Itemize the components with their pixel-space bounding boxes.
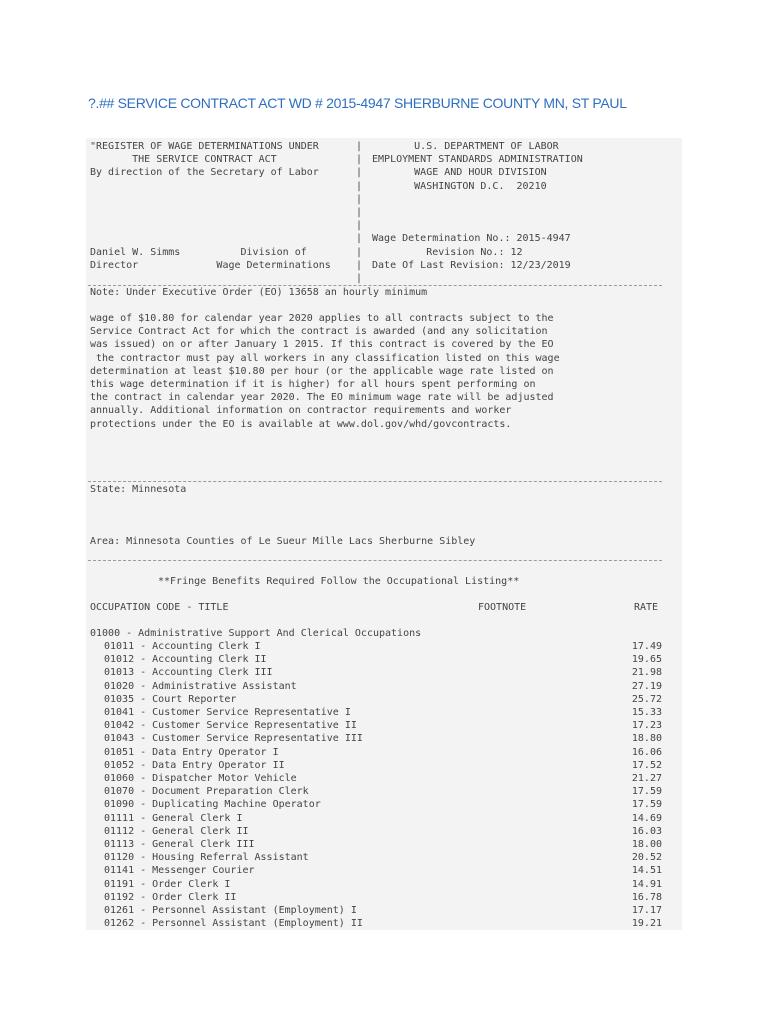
- note-paragraph-line: this wage determination if it is higher) for all hours spent performing on: [90, 379, 536, 390]
- column-header-footnote: FOOTNOTE: [478, 602, 527, 613]
- header-divider-bar: |: [356, 167, 363, 179]
- occupation-title: 01090 - Duplicating Machine Operator: [104, 799, 321, 811]
- header-left-line: By direction of the Secretary of Labor: [90, 167, 319, 179]
- occupation-rate: 21.98: [631, 667, 662, 679]
- header-left-line: Daniel W. Simms Division of: [90, 246, 307, 258]
- occupation-row: [90, 918, 662, 931]
- header-divider-bar: |: [356, 259, 363, 271]
- occupation-title: 01052 - Data Entry Operator II: [104, 759, 285, 771]
- header-divider-bar: |: [356, 207, 363, 218]
- occupation-row: [90, 720, 662, 733]
- occupation-row: [90, 852, 662, 865]
- note-paragraph-line: determination at least $10.80 per hour (or the applicable wage rate listed on: [90, 365, 554, 377]
- column-header-rate: RATE: [634, 602, 659, 613]
- note-paragraph-line: was issued) on or after January 1 2015. If this contract is covered by the EO: [90, 339, 554, 351]
- occupation-title: 01020 - Administrative Assistant: [104, 680, 297, 692]
- occupation-rate: 14.51: [631, 865, 662, 877]
- header-divider-bar: |: [356, 273, 363, 284]
- occupation-title: 01070 - Document Preparation Clerk: [104, 786, 309, 798]
- area-separator: [88, 560, 662, 561]
- header-divider-bar: |: [356, 141, 363, 152]
- occupation-title: 01113 - General Clerk III: [104, 839, 255, 850]
- occupation-title: 01262 - Personnel Assistant (Employment) II: [104, 918, 363, 930]
- note-paragraph-line: Service Contract Act for which the contract is awarded (and any solicitation: [90, 326, 548, 338]
- occupation-row: [90, 839, 662, 852]
- occupation-rate: 19.65: [631, 654, 662, 666]
- occupation-title: 01051 - Data Entry Operator I: [104, 746, 279, 758]
- occupation-title: 01112 - General Clerk II: [104, 825, 249, 837]
- occupation-title: 01043 - Customer Service Representative III: [104, 733, 363, 745]
- state-label: State: Minnesota: [90, 484, 187, 495]
- occupation-rate: 15.33: [631, 707, 662, 718]
- note-line: Note: Under Executive Order (EO) 13658 an hourly minimum: [90, 287, 428, 298]
- header-divider-bar: |: [356, 193, 363, 205]
- note-paragraph-line: the contract in calendar year 2020. The EO minimum wage rate will be adjusted: [90, 392, 554, 404]
- column-header-code-title: OCCUPATION CODE - TITLE: [90, 602, 229, 613]
- header-divider-bar: |: [356, 233, 363, 245]
- occupation-rate: 14.69: [631, 812, 662, 824]
- occupation-title: 01111 - General Clerk I: [104, 812, 243, 824]
- occupation-rate: 18.00: [631, 839, 662, 850]
- occupation-title: 01041 - Customer Service Representative I: [104, 707, 351, 718]
- occupation-title: 01042 - Customer Service Representative II: [104, 720, 357, 732]
- occupation-rate: 17.59: [631, 799, 662, 811]
- occupation-group-heading: 01000 - Administrative Support And Clerical Occupations: [90, 628, 422, 639]
- occupation-rate: 16.78: [631, 891, 662, 903]
- occupation-title: 01035 - Court Reporter: [104, 693, 237, 705]
- occupation-rate: 17.17: [631, 905, 662, 916]
- occupation-row: [90, 733, 662, 746]
- occupation-row: [90, 654, 662, 667]
- header-divider-bar: |: [356, 220, 363, 232]
- header-left-line: THE SERVICE CONTRACT ACT: [90, 154, 277, 166]
- occupation-rate: 14.91: [631, 878, 662, 890]
- occupation-title: 01120 - Housing Referral Assistant: [104, 852, 309, 864]
- occupation-row: [90, 826, 662, 839]
- header-right-line: WAGE AND HOUR DIVISION: [366, 167, 547, 179]
- occupation-rate: 18.80: [631, 733, 662, 745]
- occupation-row: [90, 865, 662, 878]
- occupation-row: [90, 905, 662, 918]
- area-label: Area: Minnesota Counties of Le Sueur Mille Lacs Sherburne Sibley: [90, 536, 476, 547]
- occupation-row: [90, 892, 662, 905]
- occupation-row: [90, 681, 662, 694]
- occupation-row: [90, 760, 662, 773]
- occupation-row: [90, 799, 662, 812]
- header-right-line: WASHINGTON D.C. 20210: [366, 180, 547, 192]
- note-paragraph-line: annually. Additional information on contractor requirements and worker: [90, 405, 512, 417]
- header-right-line: EMPLOYMENT STANDARDS ADMINISTRATION: [366, 154, 583, 166]
- occupation-row: [90, 786, 662, 799]
- occupation-row: [90, 667, 662, 680]
- occupation-title: 01012 - Accounting Clerk II: [104, 654, 267, 666]
- occupation-rate: 16.06: [631, 746, 662, 758]
- occupation-title: 01011 - Accounting Clerk I: [104, 641, 261, 652]
- occupation-rate: 16.03: [631, 825, 662, 837]
- occupation-row: [90, 694, 662, 707]
- fringe-note: **Fringe Benefits Required Follow the Occupational Listing**: [158, 576, 520, 587]
- header-divider-bar: |: [356, 154, 363, 166]
- occupation-title: 01141 - Messenger Courier: [104, 865, 255, 877]
- occupation-rate: 17.23: [631, 720, 662, 732]
- occupation-rate: 17.59: [631, 786, 662, 798]
- occupation-title: 01013 - Accounting Clerk III: [104, 667, 273, 679]
- occupation-rate: 17.49: [631, 641, 662, 652]
- occupation-rate: 27.19: [631, 680, 662, 692]
- header-divider-bar: |: [356, 246, 363, 258]
- occupation-title: 01191 - Order Clerk I: [104, 878, 231, 890]
- header-left-line: Director Wage Determinations: [90, 259, 331, 271]
- occupation-title: 01060 - Dispatcher Motor Vehicle: [104, 773, 297, 784]
- state-separator: [88, 481, 662, 482]
- occupation-rate: 21.27: [631, 773, 662, 784]
- occupation-rate: 20.52: [631, 852, 662, 864]
- occupation-rate: 25.72: [631, 693, 662, 705]
- occupation-row: [90, 641, 662, 654]
- header-right-line: U.S. DEPARTMENT OF LABOR: [366, 141, 559, 152]
- occupation-row: [90, 773, 662, 786]
- occupation-title: 01192 - Order Clerk II: [104, 891, 237, 903]
- note-paragraph-line: the contractor must pay all workers in any classification listed on this wage: [90, 352, 560, 364]
- document-title: ?.## SERVICE CONTRACT ACT WD # 2015-4947 SHERBURNE COUNTY MN, ST PAUL: [88, 95, 627, 111]
- occupation-rate: 19.21: [631, 918, 662, 930]
- occupation-row: [90, 707, 662, 720]
- occupation-row: [90, 813, 662, 826]
- occupation-row: [90, 747, 662, 760]
- header-right-line: Wage Determination No.: 2015-4947: [366, 233, 571, 245]
- header-right-line: Revision No.: 12: [366, 246, 523, 258]
- header-left-line: "REGISTER OF WAGE DETERMINATIONS UNDER: [90, 141, 319, 152]
- occupation-rate: 17.52: [631, 759, 662, 771]
- header-right-line: Date Of Last Revision: 12/23/2019: [366, 259, 571, 271]
- occupation-row: [90, 879, 662, 892]
- header-divider-bar: |: [356, 180, 363, 192]
- note-paragraph-line: protections under the EO is available at www.dol.gov/whd/govcontracts.: [90, 418, 512, 430]
- note-paragraph-line: wage of $10.80 for calendar year 2020 applies to all contracts subject to the: [90, 313, 554, 324]
- occupation-title: 01261 - Personnel Assistant (Employment) I: [104, 905, 357, 916]
